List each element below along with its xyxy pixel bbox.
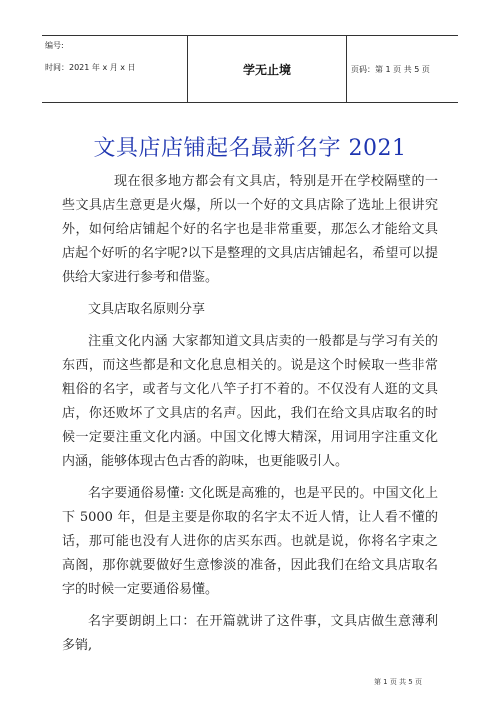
header-left-cell <box>42 36 188 102</box>
doc-time-label: 时间：2021 年 x 月 x 日 <box>45 63 136 72</box>
paragraph-easy: 名字要通俗易懂: 文化既是高雅的，也是平民的。中国文化上下 5000 年，但是主要是你取的名字太不近人情，让人看不懂的话，那可能也没有人进你的店买东西。也就是说，你将名字束之高阁，那你就要做好生意惨淡的准备，因此我们在给文具店取名字的时候一定要通俗易懂。 <box>62 486 438 597</box>
doc-number-label: 编号: <box>45 41 64 50</box>
document-title: 文具店店铺起名最新名字 2021 <box>93 136 407 161</box>
document-body <box>62 170 438 666</box>
header-mid-cell <box>188 36 347 102</box>
header-right-cell <box>347 36 458 102</box>
page-footer: 第 1 页 共 5 页 <box>373 678 422 686</box>
paragraph-culture: 注重文化内涵 大家都知道文具店卖的一般都是与学习有关的东西，而这些都是和文化息息相关的。说是这个时候取一些非常粗俗的名字，或者与文化八竿子打不着的。不仅没有人逛的文具店，你还败坏了文具店的名声。因此，我们在给文具店取名的时候一定要注重文化内涵。中国文化博大精深，用词用字注重文化内涵，能够体现古色古香的韵味，也更能吸引人。 <box>62 334 438 469</box>
section-heading: 文具店取名原则分享 <box>88 302 206 317</box>
paragraph-catchy: 名字要朗朗上口：在开篇就讲了这件事，文具店做生意薄利多销, <box>62 614 438 653</box>
header-slogan: 学无止境 <box>242 62 291 77</box>
header-table <box>42 35 458 103</box>
paragraph-intro: 现在很多地方都会有文具店，特别是开在学校隔壁的一些文具店生意更是火爆，所以一个好的文具店除了选址上很讲究外，如何给店铺起个好的名字也是非常重要，那怎么才能给文具店起个好听的名字呢?以下是整理的文具店店铺起名，希望可以提供给大家进行参考和借鉴。 <box>62 174 438 285</box>
page-number-label: 页码：第 1 页 共 5 页 <box>351 64 430 74</box>
